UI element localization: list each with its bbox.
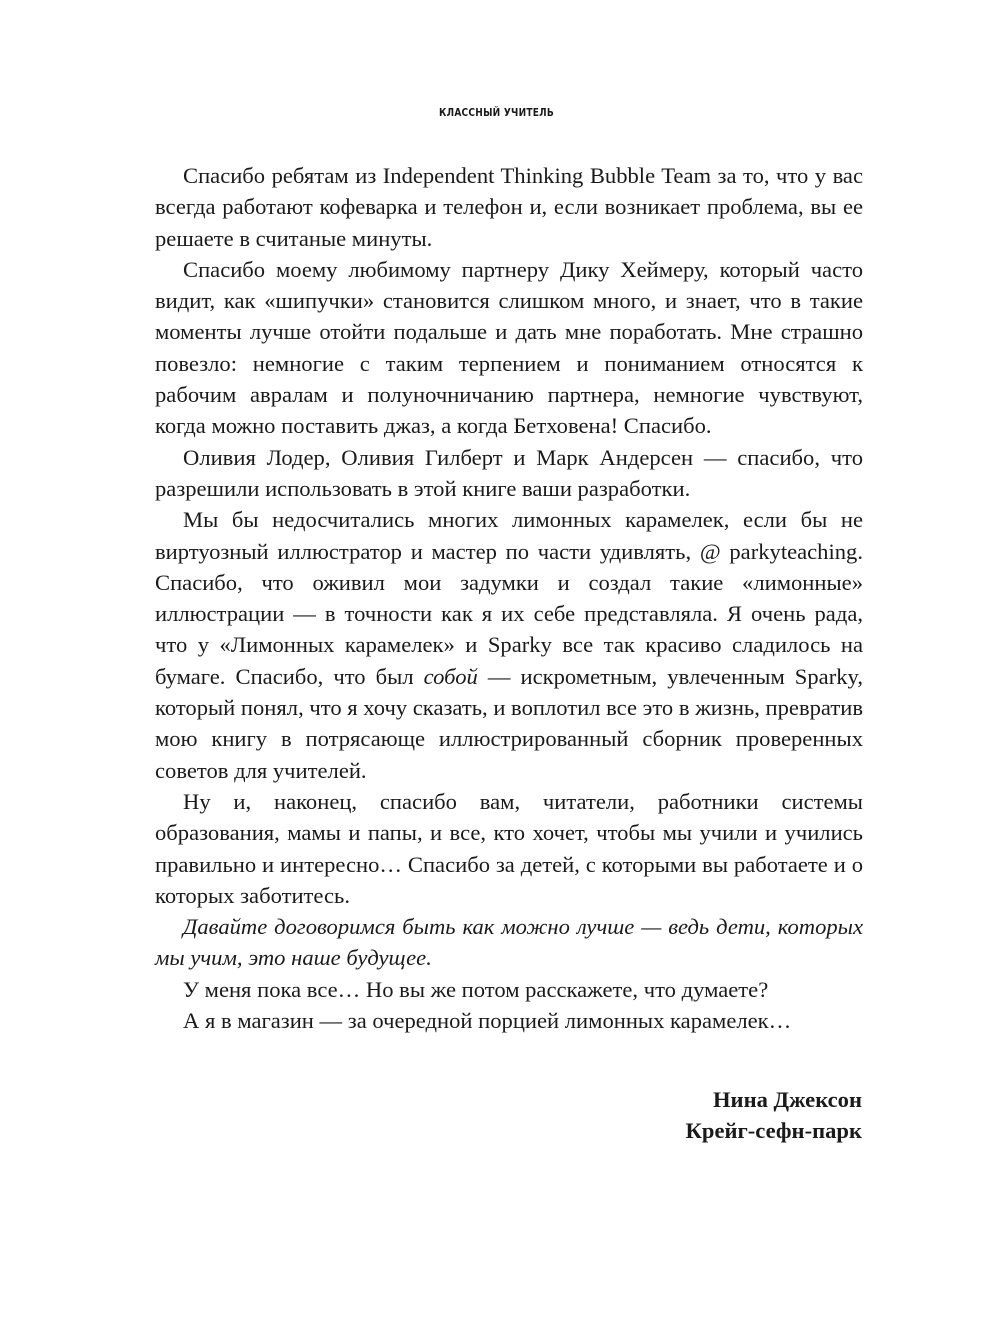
- paragraph-illustrator-part-2: — искрометным, увлеченным Sparky, который понял, что я хочу сказать, и воплотил все это в жизнь, превратив мою книгу в потрясающе иллюстрированный сборник проверенных советов для учителей.: [155, 663, 863, 783]
- paragraph-closing-1: У меня пока все… Но вы же потом расскажете, что думаете?: [183, 976, 769, 1002]
- paragraph-thanks-readers: Ну и, наконец, спасибо вам, читатели, работники системы образования, мамы и папы, и все, кто хочет, чтобы мы учили и учились правильно и интересно… Спасибо за детей, с которыми вы работаете и о которых заботитесь.: [155, 788, 863, 908]
- paragraph-thanks-illustrator: [155, 504, 863, 786]
- paragraph-closing-2: А я в магазин — за очередной порцией лимонных карамелек…: [183, 1008, 792, 1034]
- paragraph-illustrator-part-1: Мы бы недосчитались многих лимонных карамелек, если бы не виртуозный иллюстратор и мастер по части удивлять, @ parkyteaching. Спасибо, что оживил мои задумки и создал такие «лимонные» иллюстрации — в точности как я их себе представляла. Я очень рада, что у «Лимонных карамелек» и Sparky все так красиво сладилось на бумаге. Спасибо, что был: [155, 507, 863, 689]
- paragraph-motto: Давайте договоримся быть как можно лучше — ведь дети, которых мы учим, это наше будущее.: [155, 914, 863, 971]
- body-text: [155, 160, 863, 1036]
- paragraph-illustrator-italic: собой: [423, 663, 478, 689]
- paragraph-thanks-partner: Спасибо моему любимому партнеру Дику Хеймеру, который часто видит, как «шипучки» становится слишком много, и знает, что в такие моменты лучше отойти подальше и дать мне поработать. Мне страшно повезло: немногие с таким терпением и пониманием относятся к рабочим авралам и полуночничанию партнера, немногие чувствуют, когда можно поставить джаз, а когда Бетховена! Спасибо.: [155, 256, 863, 439]
- running-head: КЛАССНЫЙ УЧИТЕЛЬ: [438, 106, 555, 119]
- paragraph-thanks-colleagues: Оливия Лодер, Оливия Гилберт и Марк Андерсен — спасибо, что разрешили использовать в этой книге ваши разработки.: [155, 444, 863, 501]
- paragraph-thanks-team: Спасибо ребятам из Independent Thinking Bubble Team за то, что у вас всегда работают кофеварка и телефон и, если возникает проблема, вы ее решаете в считаные минуты.: [155, 163, 863, 251]
- signature-name: Нина Джексон: [712, 1087, 862, 1112]
- signature-place: Крейг-сефн-парк: [685, 1118, 862, 1144]
- signature: [686, 1084, 862, 1147]
